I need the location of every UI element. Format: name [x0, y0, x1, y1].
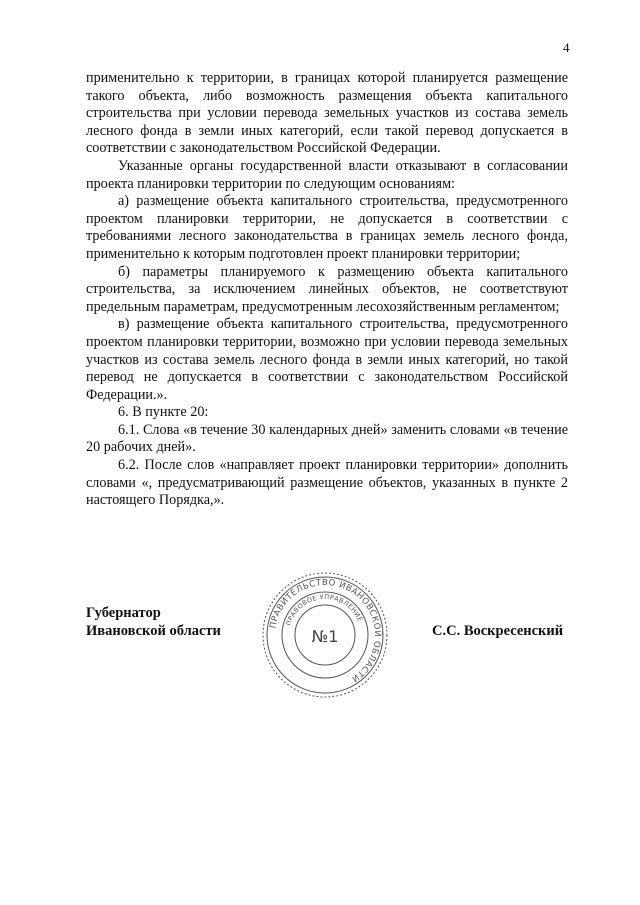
- signatory-name: С.С. Воскресенский: [432, 623, 564, 639]
- signatory-title: [86, 604, 221, 640]
- paragraph: Указанные органы государственной власти отказывают в согласовании проекта планировки территории по следующим основаниям:: [86, 157, 568, 192]
- paragraph: а) размещение объекта капитального строительства, предусмотренного проектом планировки территории, не допускается в соответствии с требованиями лесного законодательства в границах земель лесного фонда, применительно к которым подготовлен проект планировки территории;: [86, 193, 568, 262]
- stamp-number: №1: [311, 627, 339, 646]
- paragraph: 6.1. Слова «в течение 30 календарных дней» заменить словами «в течение 20 рабочих дней».: [86, 421, 568, 456]
- stamp-outer-text: ПРАВИТЕЛЬСТВО ИВАНОВСКОЙ ОБЛАСТИ: [268, 577, 383, 684]
- stamp-inner-text: ПРАВОВОЕ УПРАВЛЕНИЕ: [284, 592, 365, 627]
- signatory-title-line: Губернатор: [86, 605, 161, 621]
- page-number: 4: [563, 40, 570, 55]
- paragraph: в) размещение объекта капитального строительства, предусмотренного проектом планировки территории, возможно при условии перевода земельных участков из состава земель лесного фонда в земли иных категорий, но такой перевод не допускается в соответствии с законодательством Российской Федерации.».: [86, 316, 568, 403]
- paragraph: 6.2. После слов «направляет проект планировки территории» дополнить словами «, предусматривающий размещение объектов, указанных в пункте 2 настоящего Порядка,».: [86, 457, 568, 509]
- signatory-title-line: Ивановской области: [86, 623, 221, 639]
- paragraph: б) параметры планируемого к размещению объекта капитального строительства, за исключением линейных объектов, не соответствуют предельным параметрам, предусмотренным лесохозяйственным регламентом;: [86, 263, 568, 315]
- paragraph: применительно к территории, в границах которой планируется размещение такого объекта, либо возможность размещения объекта капитального строительства при условии перевода земельных участков из состава земель лесного фонда в земли иных категорий, если такой перевод допускается в соответствии с законодательством Российской Федерации.: [86, 70, 568, 157]
- paragraph: 6. В пункте 20:: [118, 404, 209, 421]
- official-stamp: [260, 570, 390, 700]
- document-body: [86, 70, 568, 510]
